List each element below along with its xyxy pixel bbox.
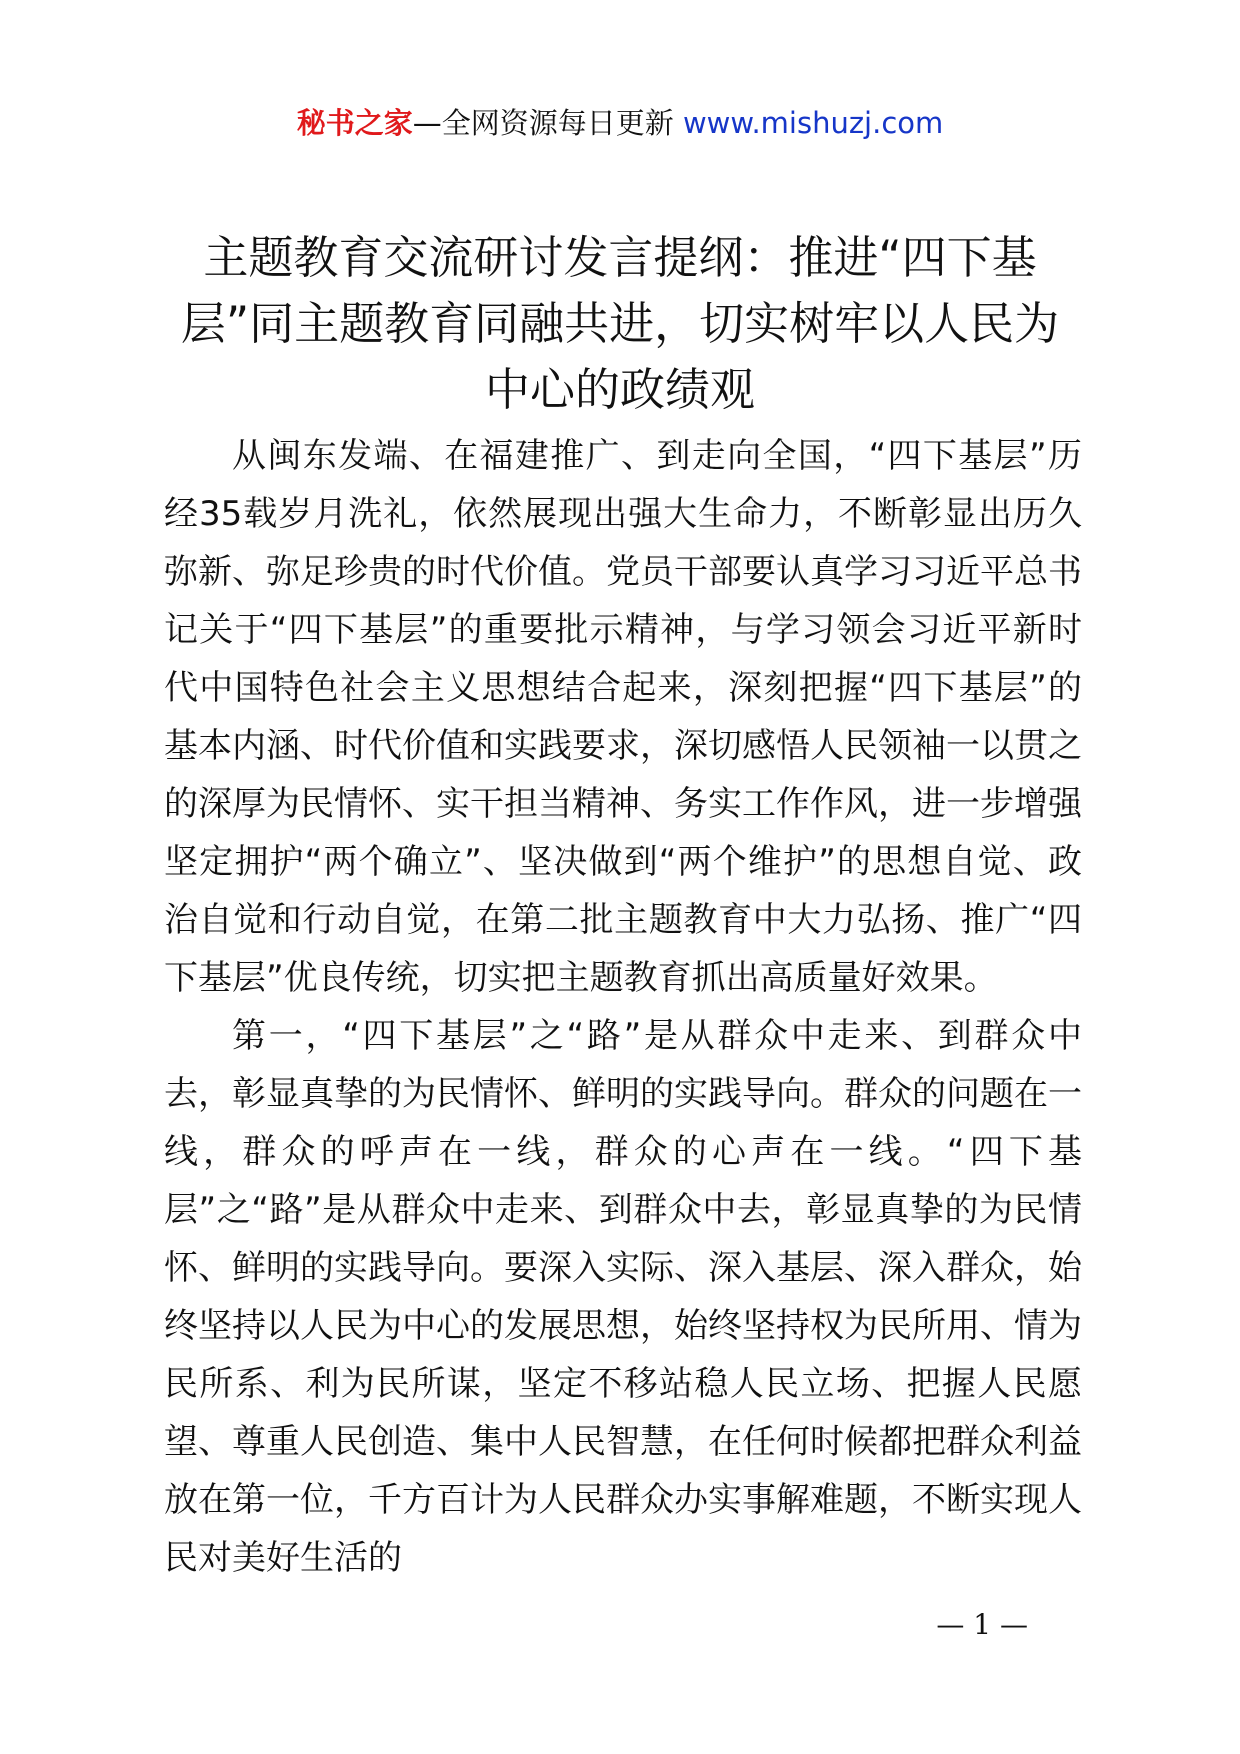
paragraph-intro: 从闽东发端、在福建推广、到走向全国，“四下基层”历经35载岁月洗礼，依然展现出强大生命力，不断彰显出历久弥新、弥足珍贵的时代价值。党员干部要认真学习习近平总书记关于“四下基层”的重要批示精神，与学习领会习近平新时代中国特色社会主义思想结合起来，深刻把握“四下基层”的基本内涵、时代价值和实践要求，深切感悟人民领袖一以贯之的深厚为民情怀、实干担当精神、务实工作作风，进一步增强坚定拥护“两个确立”、坚决做到“两个维护”的思想自觉、政治自觉和行动自觉，在第二批主题教育中大力弘扬、推广“四下基层”优良传统，切实把主题教育抓出高质量好效果。 <box>164 436 1082 998</box>
site-tagline: —全网资源每日更新 <box>412 106 683 140</box>
page-number: — 1 — <box>936 1608 1028 1641</box>
paragraph-first-point: 第一，“四下基层”之“路”是从群众中走来、到群众中去，彰显真挚的为民情怀、鲜明的实践导向。群众的问题在一线，群众的呼声在一线，群众的心声在一线。“四下基层”之“路”是从群众中走来、到群众中去，彰显真挚的为民情怀、鲜明的实践导向。要深入实际、深入基层、深入群众，始终坚持以人民为中心的发展思想，始终坚持权为民所用、情为民所系、利为民所谋，坚定不移站稳人民立场、把握人民愿望、尊重人民创造、集中人民智慧，在任何时候都把群众利益放在第一位，千方百计为人民群众办实事解难题，不断实现人民对美好生活的 <box>164 1016 1082 1578</box>
document-title: 主题教育交流研讨发言提纲：推进“四下基层”同主题教育同融共进，切实树牢以人民为中心的政绩观 <box>180 231 1060 416</box>
site-url-link[interactable]: www.mishuzj.com <box>682 106 944 140</box>
site-header <box>0 100 1240 146</box>
site-brand: 秘书之家 <box>296 106 413 140</box>
document-body <box>164 427 1082 1587</box>
